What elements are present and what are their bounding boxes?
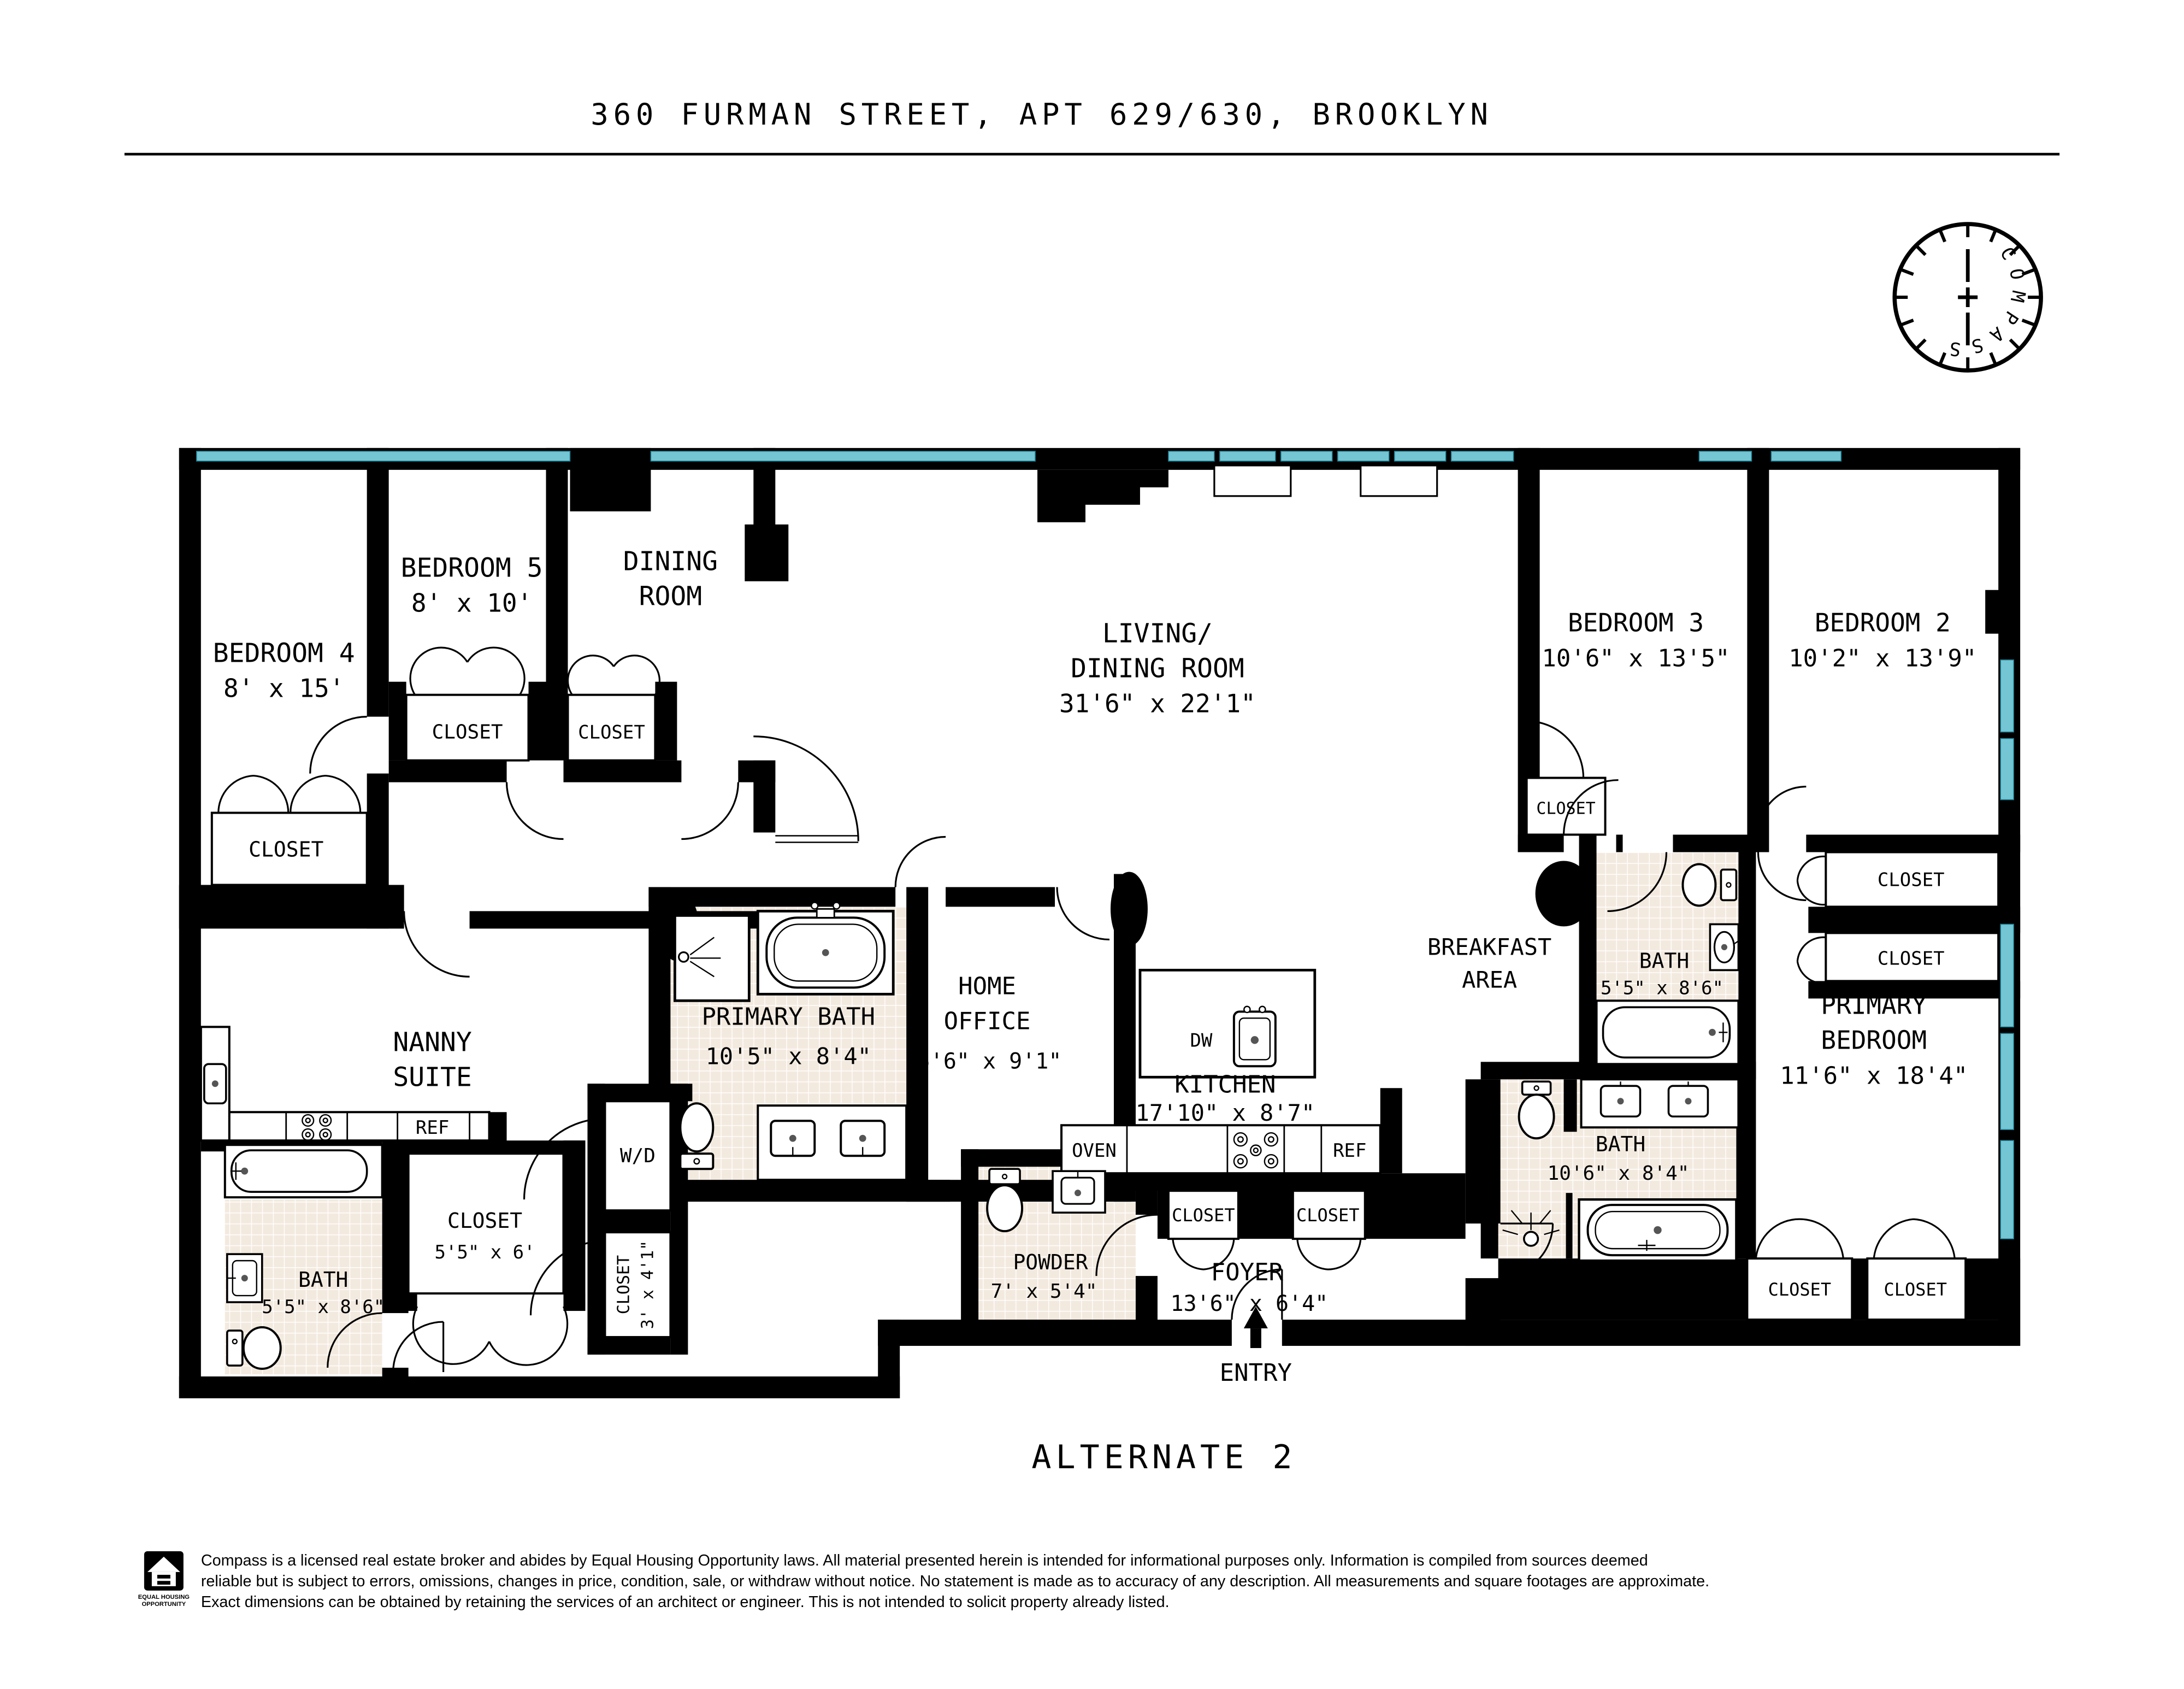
hall-closet-label: CLOSET [447, 1209, 523, 1233]
eho-caption2: OPPORTUNITY [141, 1600, 186, 1608]
toilet-icon [227, 1327, 281, 1369]
disclaimer-line: Compass is a licensed real estate broker and abides by Equal Housing Opportunity laws. All material presented herein is intended for informational purposes only. Information is compiled from sources deemed [200, 1551, 1648, 1569]
nanny-suite-label2: SUITE [393, 1062, 472, 1093]
hall-bath-dims: 5'5" x 8'6" [1600, 977, 1723, 999]
bathtub-icon [1597, 1001, 1739, 1064]
primary-bath-dims: 10'5" x 8'4" [705, 1043, 871, 1070]
home-office-label: HOME [958, 972, 1017, 1001]
eho-caption: EQUAL HOUSING [138, 1594, 190, 1601]
vanity-sink-icon [1581, 1079, 1739, 1127]
home-office-label2: OFFICE [943, 1007, 1031, 1035]
toilet-icon [1519, 1081, 1554, 1138]
bedroom2-dims: 10'2" x 13'9" [1788, 644, 1977, 673]
window [1451, 451, 1514, 461]
toilet-icon [1683, 864, 1736, 905]
door-arc [410, 648, 524, 695]
column [1111, 872, 1148, 946]
sink-icon [1710, 924, 1740, 970]
bedroom3-dims: 10'6" x 13'5" [1542, 644, 1730, 673]
window [1281, 451, 1332, 461]
closet-label: CLOSET [1884, 1279, 1947, 1300]
island-sink-icon [1234, 1007, 1276, 1067]
foyer-label: FOYER [1211, 1258, 1284, 1287]
bathtub-icon [225, 1145, 382, 1197]
floor-plan [179, 448, 2020, 1398]
entry-label: ENTRY [1219, 1359, 1292, 1387]
footer [138, 1551, 1709, 1611]
equal-housing-logo [138, 1551, 190, 1608]
home-office-dims: 5'6" x 9'1" [917, 1049, 1062, 1074]
breakfast-label: BREAKFAST [1427, 933, 1552, 961]
door-arc [895, 837, 946, 887]
breakfast-label2: AREA [1462, 966, 1518, 993]
nanny-bath-dims: 5'5" x 8'6" [262, 1296, 385, 1319]
powder-dims: 7' x 5'4" [990, 1280, 1097, 1303]
window [1771, 451, 1841, 461]
bedroom4-dims: 8' x 15' [223, 673, 345, 703]
disclaimer-line: reliable but is subject to errors, omissions, changes in price, condition, sale, or withdraw without notice. No statement is made as to accuracy of any description. All measurements and square footages are approximate. [200, 1572, 1710, 1590]
closet-label: CLOSET [1768, 1279, 1832, 1300]
bench [1361, 466, 1437, 496]
small-closet-dims: 3' x 4'1" [638, 1240, 658, 1329]
window [1220, 451, 1276, 461]
door-arc [1057, 887, 1109, 939]
primary-bedroom-dims: 11'6" x 18'4" [1780, 1062, 1968, 1090]
door-arc [1797, 856, 1826, 904]
door-arc [1797, 937, 1826, 983]
bedroom2-label: BEDROOM 2 [1814, 608, 1951, 638]
window [2000, 924, 2014, 1027]
primary-bath2-dims: 10'6" x 8'4" [1547, 1162, 1690, 1185]
kitchen-island [1140, 970, 1315, 1077]
kitchen-dims: 17'10" x 8'7" [1135, 1099, 1315, 1127]
window [2000, 739, 2014, 800]
small-closet-label: CLOSET [614, 1255, 634, 1315]
primary-bedroom-label: PRIMARY [1821, 990, 1927, 1020]
window [1338, 451, 1389, 461]
shower-icon [675, 915, 749, 1001]
svg-text:COMPASS [1940, 243, 2030, 360]
door-threshold [775, 836, 858, 843]
primary-bedroom-label2: BEDROOM [1821, 1025, 1927, 1055]
disclaimer [201, 1552, 1709, 1611]
nanny-bath-label: BATH [298, 1268, 349, 1292]
closet-label: CLOSET [578, 721, 645, 744]
disclaimer-line: Exact dimensions can be obtained by retaining the services of an architect or engineer. This is not intended to solicit property already listed. [200, 1593, 1170, 1611]
window [1699, 451, 1751, 461]
wd-label: W/D [619, 1145, 656, 1168]
hall-closet-dims: 5'5" x 6' [434, 1241, 535, 1264]
compass-label: COMPASS [1939, 243, 2030, 361]
nanny-counter [225, 1112, 489, 1140]
hall-bath-label: BATH [1639, 949, 1690, 973]
bedroom4-label: BEDROOM 4 [213, 638, 355, 669]
window [2000, 1033, 2014, 1129]
foyer-dims: 13'6" x 6'4" [1170, 1291, 1329, 1317]
bathtub-icon [1579, 1199, 1737, 1261]
toilet-icon [680, 1103, 713, 1169]
column [1536, 861, 1592, 926]
closet-label: CLOSET [1877, 948, 1945, 970]
closet-label: CLOSET [1172, 1205, 1235, 1226]
vanity-sink-icon [758, 1105, 906, 1180]
closet-label: CLOSET [1877, 869, 1945, 891]
door-arc [404, 911, 470, 976]
primary-bath2-label: BATH [1595, 1132, 1646, 1157]
kitchen-label: KITCHEN [1174, 1070, 1276, 1099]
door-arc [393, 1322, 444, 1372]
closet-label: CLOSET [249, 837, 324, 862]
bathtub-icon [758, 902, 893, 994]
ref-label: REF [415, 1117, 450, 1139]
door-arc [507, 782, 564, 839]
door-arc [219, 776, 361, 813]
window [2000, 660, 2014, 732]
ref-label: REF [1333, 1140, 1367, 1162]
window [1395, 451, 1446, 461]
powder-label: POWDER [1013, 1250, 1088, 1275]
window [651, 451, 1035, 461]
compass-icon [1894, 224, 2041, 370]
door-arc [568, 656, 659, 695]
plan-name: ALTERNATE 2 [1031, 1438, 1297, 1476]
sink-icon [227, 1254, 262, 1302]
door-arc [413, 1307, 567, 1365]
door-arc [1874, 1219, 1955, 1258]
sink-icon [1053, 1171, 1105, 1213]
toilet-icon [987, 1169, 1022, 1231]
compass-needle-icon [1958, 249, 1978, 345]
living-room-label: LIVING/ [1102, 618, 1213, 649]
bedroom5-label: BEDROOM 5 [400, 552, 543, 584]
oven-label: OVEN [1072, 1140, 1117, 1162]
bedroom5-dims: 8' x 10' [411, 588, 533, 618]
sink-icon [204, 1064, 226, 1103]
door-arc [1756, 1219, 1843, 1258]
closet-label: CLOSET [432, 721, 503, 744]
closet-label: CLOSET [1296, 1205, 1360, 1226]
window [1168, 451, 1214, 461]
door-arc [310, 717, 367, 774]
nanny-suite-label: NANNY [393, 1027, 472, 1058]
bedroom3-label: BEDROOM 3 [1567, 608, 1704, 638]
door-arc [681, 782, 738, 839]
closet-label: CLOSET [1536, 799, 1596, 819]
dining-room-label2: ROOM [639, 581, 703, 612]
window [197, 451, 570, 461]
dw-label: DW [1190, 1029, 1213, 1052]
door-arc [1297, 1239, 1361, 1269]
primary-bath-label: PRIMARY BATH [701, 1003, 876, 1031]
page-title: 360 FURMAN STREET, APT 629/630, BROOKLYN [591, 97, 1493, 132]
living-room-label2: DINING ROOM [1071, 653, 1244, 684]
bench [1214, 466, 1291, 496]
dining-room-label: DINING [623, 546, 718, 577]
window [2000, 1140, 2014, 1239]
living-room-dims: 31'6" x 22'1" [1059, 688, 1256, 719]
